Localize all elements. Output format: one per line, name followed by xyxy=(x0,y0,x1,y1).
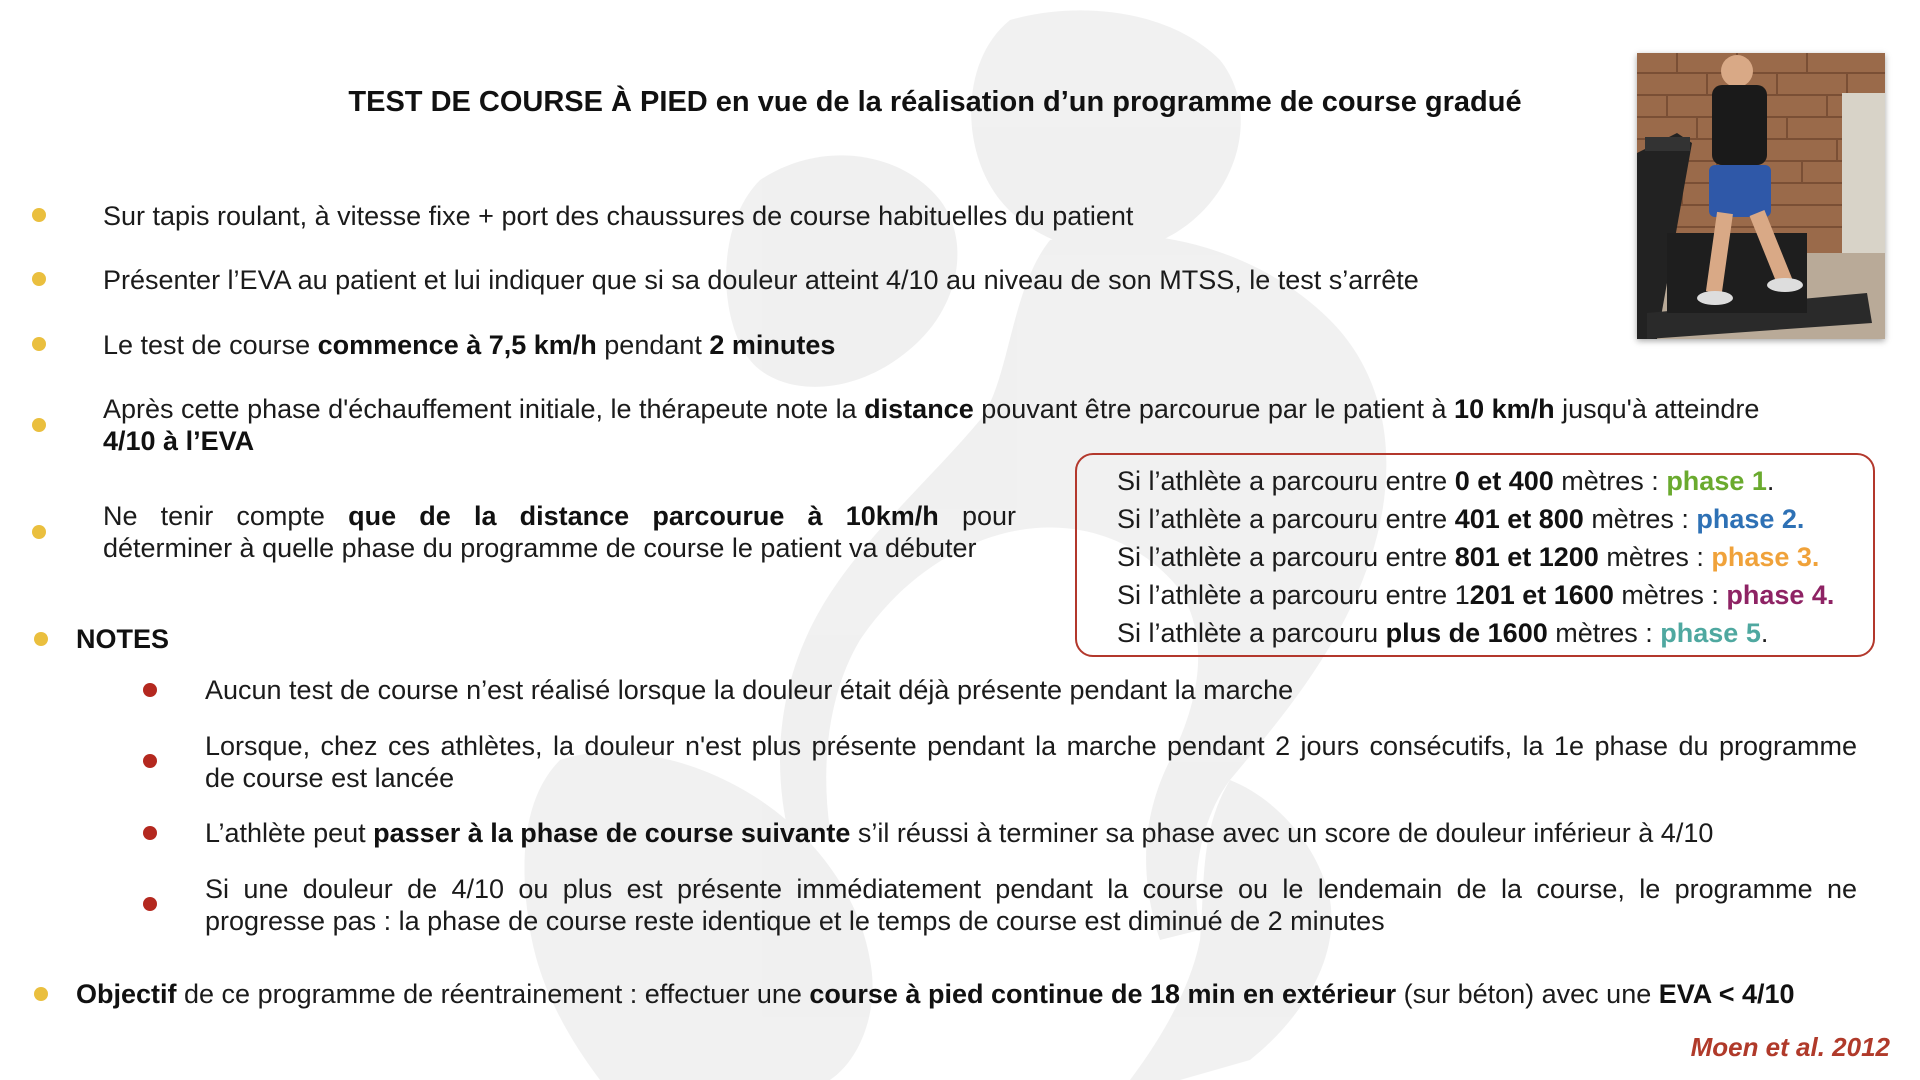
text-segment: Ne tenir compte xyxy=(103,501,349,531)
text-line: progresse pas : la phase de course reste identique et le temps de course est diminué de 2 minutes xyxy=(205,906,1385,936)
text-line xyxy=(103,393,1893,425)
text-segment: . xyxy=(1766,466,1775,496)
note-text-phase-start xyxy=(205,730,1857,794)
text-segment: s’il réussi à terminer sa phase avec un score de douleur inférieur à 4/10 xyxy=(850,818,1714,848)
distance-range: 801 et 1200 xyxy=(1454,542,1599,572)
note-text-walking-pain: Aucun test de course n’est réalisé lorsque la douleur était déjà présente pendant la marche xyxy=(205,675,1294,705)
text-segment: Si l’athlète a parcouru xyxy=(1117,618,1386,648)
bullet-dot xyxy=(34,987,48,1001)
text-strong: course à pied continue de 18 min en extérieur xyxy=(809,979,1397,1009)
text-line-justified xyxy=(103,500,1016,532)
notes-heading: NOTES xyxy=(76,624,170,654)
phase-label: phase 1 xyxy=(1666,466,1767,496)
phase-table-box xyxy=(1075,453,1875,657)
slide-title: TEST DE COURSE À PIED en vue de la réalisation d’un programme de course gradué xyxy=(348,86,1522,118)
bullet-dot xyxy=(32,272,46,286)
phase-row-5 xyxy=(1117,617,1768,649)
text-strong: 2 minutes xyxy=(709,330,836,360)
text-segment: mètres : xyxy=(1598,542,1712,572)
text-strong: que de la distance parcourue à 10km/h xyxy=(348,501,939,531)
phase-label: phase 3. xyxy=(1711,542,1820,572)
bullet-dot xyxy=(32,418,46,432)
citation: Moen et al. 2012 xyxy=(1690,1032,1890,1062)
bullet-dot xyxy=(32,525,46,539)
note-text-next-phase xyxy=(205,817,1713,849)
phase-row-2 xyxy=(1117,503,1804,535)
text-line-justified: Si une douleur de 4/10 ou plus est présente immédiatement pendant la course ou le lendemain de la course, le programme ne xyxy=(205,874,1857,904)
text-segment: mètres : xyxy=(1547,618,1661,648)
text-strong: distance xyxy=(864,394,974,424)
text-segment: mètres : xyxy=(1583,504,1697,534)
text-segment: mètres : xyxy=(1553,466,1667,496)
sub-bullet-dot xyxy=(143,754,157,768)
text-segment: . xyxy=(1760,618,1769,648)
sub-bullet-dot xyxy=(143,826,157,840)
text-segment: Si l’athlète a parcouru entre xyxy=(1117,542,1455,572)
bullet-dot xyxy=(32,337,46,351)
bullet-text-treadmill: Sur tapis roulant, à vitesse fixe + port des chaussures de course habituelles du patient xyxy=(103,201,1134,231)
text-line: de course est lancée xyxy=(205,763,455,793)
distance-range: 201 et 1600 xyxy=(1469,580,1614,610)
distance-range: plus de 1600 xyxy=(1385,618,1548,648)
phase-label: phase 5 xyxy=(1660,618,1761,648)
text-segment: Si l’athlète a parcouru entre 1 xyxy=(1117,580,1470,610)
distance-range: 401 et 800 xyxy=(1454,504,1584,534)
text-strong: passer à la phase de course suivante xyxy=(373,818,851,848)
note-text-no-progress xyxy=(205,873,1857,937)
text-strong: EVA < 4/10 xyxy=(1658,979,1795,1009)
phase-row-1 xyxy=(1117,465,1774,497)
text-segment: Après cette phase d'échauffement initiale, le thérapeute note la xyxy=(103,394,865,424)
text-segment: Si l’athlète a parcouru entre xyxy=(1117,504,1455,534)
text-segment: jusqu'à atteindre xyxy=(1554,394,1760,424)
bullet-text-start-speed xyxy=(103,329,835,361)
bullet-text-eva: Présenter l’EVA au patient et lui indiquer que si sa douleur atteint 4/10 au niveau de son MTSS, le test s’arrête xyxy=(103,265,1419,295)
text-line-justified: Lorsque, chez ces athlètes, la douleur n'est plus présente pendant la marche pendant 2 jours consécutifs, la 1e phase du programme xyxy=(205,731,1857,761)
text-segment: Le test de course xyxy=(103,330,318,360)
text-segment: pour xyxy=(938,501,1016,531)
bullet-text-phase-determination xyxy=(103,500,1016,564)
text-segment: pouvant être parcourue par le patient à xyxy=(973,394,1455,424)
bullet-text-distance xyxy=(103,393,1893,457)
phase-row-4 xyxy=(1117,579,1834,611)
phase-label: phase 4. xyxy=(1726,580,1835,610)
text-strong: 10 km/h xyxy=(1454,394,1555,424)
text-segment: de ce programme de réentrainement : effectuer une xyxy=(176,979,810,1009)
text-strong: 4/10 à l’EVA xyxy=(103,426,255,456)
phase-label: phase 2. xyxy=(1696,504,1805,534)
treadmill-runner-photo xyxy=(1637,53,1885,339)
text-segment: pendant xyxy=(596,330,710,360)
distance-range: 0 et 400 xyxy=(1454,466,1554,496)
text-segment: L’athlète peut xyxy=(205,818,374,848)
phase-row-3 xyxy=(1117,541,1819,573)
text-strong: Objectif xyxy=(76,979,177,1009)
objective-text xyxy=(76,978,1795,1010)
text-segment: (sur béton) avec une xyxy=(1396,979,1659,1009)
bullet-dot xyxy=(32,208,46,222)
text-segment: mètres : xyxy=(1613,580,1727,610)
text-line: déterminer à quelle phase du programme de course le patient va débuter xyxy=(103,533,977,563)
bullet-dot xyxy=(34,632,48,646)
text-segment: Si l’athlète a parcouru entre xyxy=(1117,466,1455,496)
sub-bullet-dot xyxy=(143,683,157,697)
sub-bullet-dot xyxy=(143,897,157,911)
text-strong: commence à 7,5 km/h xyxy=(317,330,597,360)
